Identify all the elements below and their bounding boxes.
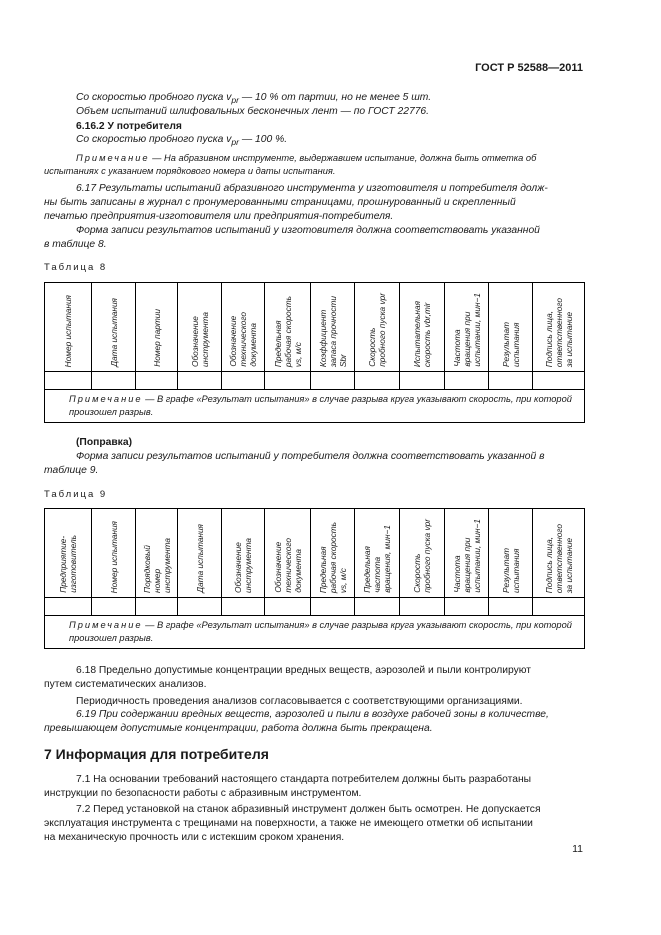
table-8 <box>44 282 585 423</box>
table-8-caption: Таблица 8 <box>44 262 108 273</box>
text: 7.1 На основании требований настоящего стандарта потребителем должны быть разработаны <box>76 774 532 785</box>
belts-line: Объем испытаний шлифовальных бесконечных лент — по ГОСТ 22776. <box>76 106 430 117</box>
header-text: Обозначение инструмента <box>189 312 210 367</box>
cell <box>45 598 92 616</box>
header-text: Дата испытания <box>108 298 119 367</box>
header-text: Предельная рабочая скорость vs, м/с <box>317 521 348 593</box>
header-cell <box>445 283 489 372</box>
cell <box>489 372 533 390</box>
note-text: — В графе «Результат испытания» в случае разрыва круга указывают скорость, при которой произошел разрыв. <box>69 620 572 643</box>
table-9-note <box>45 616 585 649</box>
header-text: Предельная рабочая скорость vs, м/с <box>272 295 303 367</box>
header-cell <box>45 283 92 372</box>
note-label: Примечание <box>69 394 143 404</box>
header-text: Испытательная скорость vbr,mir <box>412 300 432 367</box>
cell <box>489 598 533 616</box>
cell <box>178 598 222 616</box>
header-cell <box>400 509 445 598</box>
header-text: Частота вращения при испытании, мин−1 <box>451 293 482 367</box>
header-cell <box>265 509 311 598</box>
cell <box>355 372 400 390</box>
cell <box>533 598 585 616</box>
header-text: Скорость пробного пуска vpr <box>412 519 432 593</box>
text: путем систематических анализов. <box>44 679 207 690</box>
header-text: Коэффициент запаса прочности Sbr <box>317 295 348 367</box>
text: 6.18 Предельно допустимые концентрации вредных веществ, аэрозолей и пыли контролируют <box>76 665 531 676</box>
text: ны быть записаны в журнал с пронумерованными страницами, прошнурованный и скрепленный <box>44 197 516 208</box>
cell <box>400 598 445 616</box>
cell <box>178 372 222 390</box>
header-text: Номер испытания <box>63 294 73 367</box>
cell <box>136 372 178 390</box>
text: испытаниях с указанием порядкового номера и даты испытания. <box>44 166 336 176</box>
header-cell <box>222 509 265 598</box>
empty-row <box>45 598 585 616</box>
section-6162-title: 6.16.2 У потребителя <box>76 121 182 132</box>
header-row <box>45 283 585 372</box>
amendment-title: (Поправка) <box>76 437 132 448</box>
text: 7.2 Перед установкой на станок абразивный инструмент должен быть осмотрен. Не допускается <box>76 804 541 815</box>
header-cell <box>489 509 533 598</box>
cell <box>445 372 489 390</box>
subscript: pr <box>231 95 240 106</box>
text: 6.17 Результаты испытаний абразивного инструмента у изготовителя и потребителя долж- <box>76 183 548 194</box>
paragraph-6-17 <box>44 182 584 252</box>
text: печатью предприятия-изготовителя или предприятия-потребителя. <box>44 211 394 222</box>
cell <box>355 598 400 616</box>
cell <box>92 598 136 616</box>
header-text: Скорость пробного пуска vpr <box>367 293 387 367</box>
header-cell <box>311 509 355 598</box>
header-text: Номер партии <box>151 309 162 367</box>
cell <box>533 372 585 390</box>
cell <box>265 598 311 616</box>
header-text: Обозначение инструмента <box>233 538 253 593</box>
header-cell <box>178 509 222 598</box>
text: Периодичность проведения анализов согласовывается с соответствующими организациями. <box>76 696 523 707</box>
consumer-speed-line <box>76 134 287 147</box>
cell <box>311 372 355 390</box>
text: таблице 9. <box>44 465 99 476</box>
note-row <box>45 616 585 649</box>
text: Форма записи результатов испытаний у потребителя должна соответствовать указанной в <box>76 451 545 462</box>
cell <box>311 598 355 616</box>
header-cell <box>489 283 533 372</box>
header-cell <box>265 283 311 372</box>
cell <box>400 372 445 390</box>
amendment <box>44 436 584 478</box>
header-cell <box>136 509 178 598</box>
cell <box>92 372 136 390</box>
page-number: 11 <box>572 843 583 855</box>
header-text: Обозначение технического документа <box>272 538 303 593</box>
header-cell <box>445 509 489 598</box>
header-text: Обозначение технического документа <box>228 312 258 367</box>
text: — На абразивном инструменте, выдержавшем испытание, должна быть отметка об <box>149 153 537 163</box>
cell <box>45 372 92 390</box>
text: — 100 %. <box>239 134 288 145</box>
note-row <box>45 390 585 423</box>
section-7-title: 7 Информация для потребителя <box>44 746 269 762</box>
cell <box>445 598 489 616</box>
header-text: Подпись лица, ответственного за испытание <box>543 523 574 593</box>
text: Со скоростью пробного пуска v <box>76 134 232 145</box>
note-label: Примечание <box>76 153 150 163</box>
header-text: Частота вращения при испытании, мин−1 <box>451 519 482 593</box>
table-8-note <box>45 390 585 423</box>
header-text: Предприятие- изготовитель <box>58 535 78 593</box>
text: превышающем допустимые концентрации, работа должна быть прекращена. <box>44 723 433 734</box>
text: Форма записи результатов испытаний у изготовителя должна соответствовать указанной <box>76 225 540 236</box>
cell <box>222 598 265 616</box>
paragraph-7-2 <box>44 803 584 845</box>
empty-row <box>45 372 585 390</box>
table-9-caption: Таблица 9 <box>44 489 108 500</box>
header-text: Дата испытания <box>194 524 205 593</box>
header-text: Порядковый номер инструмента <box>141 538 172 593</box>
text: в таблице 8. <box>44 239 107 250</box>
header-cell <box>92 509 136 598</box>
subscript: pr <box>231 137 240 148</box>
note-1 <box>44 152 584 178</box>
paragraph-6-18 <box>44 664 584 709</box>
header-cell <box>136 283 178 372</box>
header-cell <box>92 283 136 372</box>
paragraph-6-19 <box>44 708 584 736</box>
header-text: Результат испытания <box>500 548 521 593</box>
standard-header: ГОСТ Р 52588—2011 <box>475 62 583 74</box>
header-cell <box>355 509 400 598</box>
header-cell <box>533 283 585 372</box>
table-9 <box>44 508 585 649</box>
header-cell <box>45 509 92 598</box>
text: Со скоростью пробного пуска v <box>76 92 232 103</box>
text: инструкции по безопасности работы с абразивным инструментом. <box>44 788 362 799</box>
header-cell <box>311 283 355 372</box>
cell <box>136 598 178 616</box>
header-cell <box>355 283 400 372</box>
header-cell <box>178 283 222 372</box>
header-text: Подпись лица, ответственного за испытание <box>543 297 574 367</box>
header-text: Номер испытания <box>108 520 119 593</box>
text: на механическую прочность или с истекшим сроком хранения. <box>44 832 345 843</box>
paragraph-7-1 <box>44 773 584 801</box>
text: — 10 % от партии, но не менее 5 шт. <box>239 92 432 103</box>
text: эксплуатация инструмента с трещинами на поверхности, а также не имеющего отметки об испытании <box>44 818 533 829</box>
text: 6.19 При содержании вредных веществ, аэрозолей и пыли в воздухе рабочей зоны в количестве, <box>76 709 549 720</box>
header-cell <box>222 283 265 372</box>
note-label: Примечание <box>69 620 143 630</box>
header-row <box>45 509 585 598</box>
note-text: — В графе «Результат испытания» в случае разрыва круга указывают скорость, при которой произошел разрыв. <box>69 394 572 417</box>
trial-speed-line <box>76 92 431 105</box>
cell <box>222 372 265 390</box>
header-cell <box>533 509 585 598</box>
header-text: Результат испытания <box>500 322 521 367</box>
header-text: Предельная частота вращения, мин−1 <box>362 525 392 593</box>
header-cell <box>400 283 445 372</box>
cell <box>265 372 311 390</box>
